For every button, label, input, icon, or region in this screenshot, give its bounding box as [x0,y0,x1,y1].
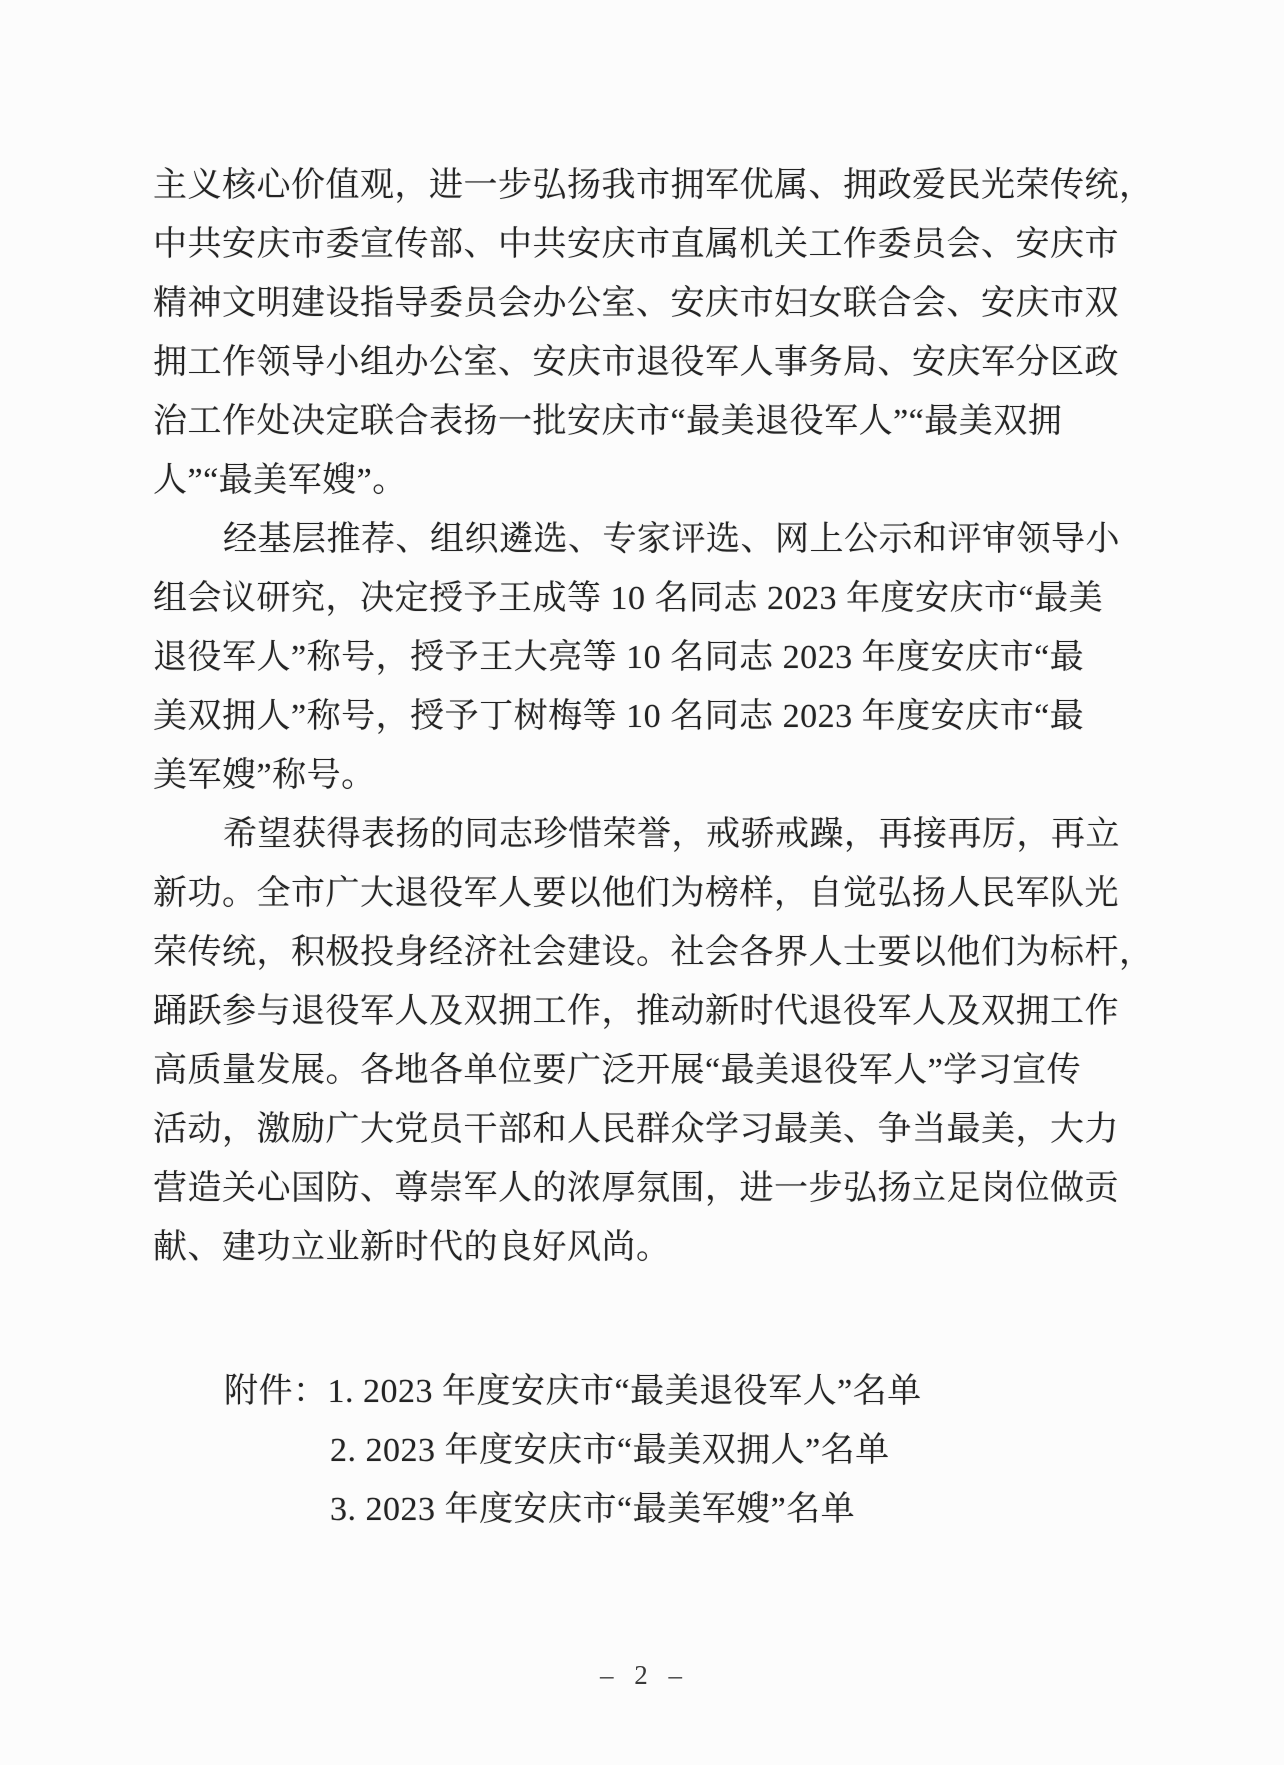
page-number: – 2 – [600,1660,684,1690]
body-line: 营造关心国防、尊崇军人的浓厚氛围，进一步弘扬立足岗位做贡 [153,1170,1119,1207]
body-line: 希望获得表扬的同志珍惜荣誉，戒骄戒躁，再接再厉，再立 [223,816,1120,853]
body-line: 新功。全市广大退役军人要以他们为榜样，自觉弘扬人民军队光 [153,875,1119,912]
document-body [153,156,1163,1277]
body-line: 组会议研究，决定授予王成等 10 名同志 2023 年度安庆市“最美 [153,580,1104,617]
attachment-line: 2. 2023 年度安庆市“最美双拥人”名单 [330,1432,890,1469]
body-line: 精神文明建设指导委员会办公室、安庆市妇女联合会、安庆市双 [153,285,1119,322]
attachments-block [153,1362,1163,1539]
body-line: 拥工作领导小组办公室、安庆市退役军人事务局、安庆军分区政 [153,344,1119,381]
body-line: 退役军人”称号，授予王大亮等 10 名同志 2023 年度安庆市“最 [153,639,1085,676]
body-line: 献、建功立业新时代的良好风尚。 [153,1229,671,1266]
body-line: 荣传统，积极投身经济社会建设。社会各界人士要以他们为标杆， [153,934,1154,971]
body-line: 经基层推荐、组织遴选、专家评选、网上公示和评审领导小 [223,521,1120,558]
body-line: 人”“最美军嫂”。 [153,462,407,499]
body-line: 踊跃参与退役军人及双拥工作，推动新时代退役军人及双拥工作 [153,993,1119,1030]
body-line: 治工作处决定联合表扬一批安庆市“最美退役军人”“最美双拥 [153,403,1063,440]
body-line: 中共安庆市委宣传部、中共安庆市直属机关工作委员会、安庆市 [153,226,1119,263]
body-line: 美双拥人”称号，授予丁树梅等 10 名同志 2023 年度安庆市“最 [153,698,1085,735]
attachments-label: 附件： [224,1373,328,1410]
body-line: 主义核心价值观，进一步弘扬我市拥军优属、拥政爱民光荣传统， [153,167,1154,204]
body-line: 活动，激励广大党员干部和人民群众学习最美、争当最美，大力 [153,1111,1119,1148]
body-line: 高质量发展。各地各单位要广泛开展“最美退役军人”学习宣传 [153,1052,1082,1089]
attachment-item: 1. 2023 年度安庆市“最美退役军人”名单 [327,1373,922,1410]
attachment-line: 3. 2023 年度安庆市“最美军嫂”名单 [330,1491,856,1528]
attachment-line [153,1362,1163,1421]
body-line: 美军嫂”称号。 [153,757,376,794]
